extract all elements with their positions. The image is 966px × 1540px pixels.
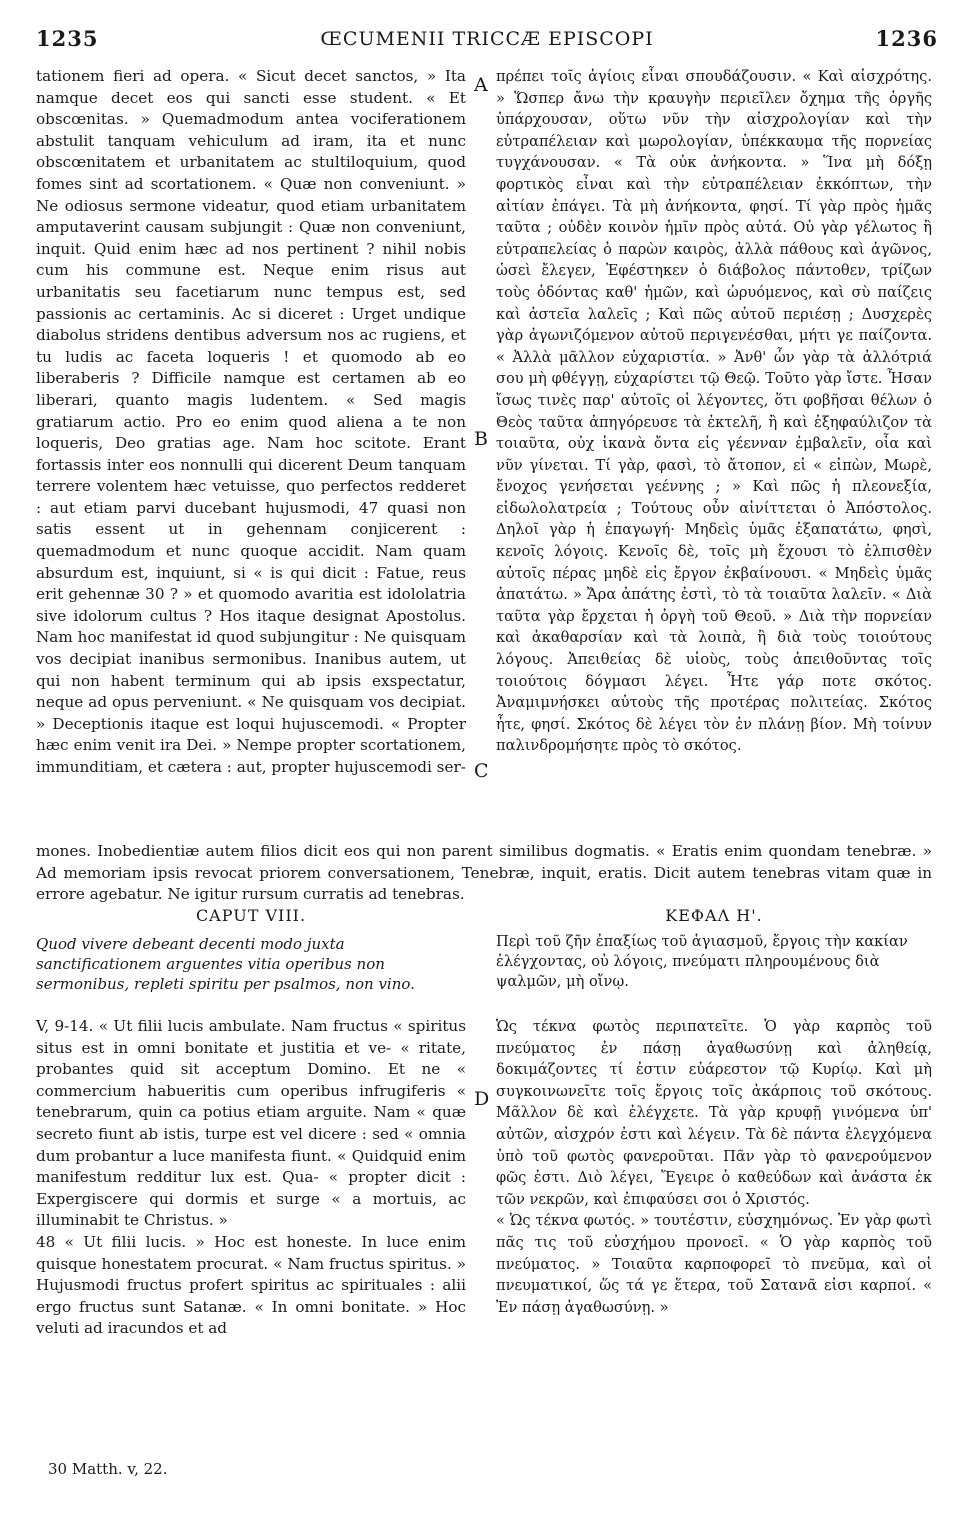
- greek-paragraph: πρέπει τοῖς ἁγίοις εἶναι σπουδάζουσιν. « Καὶ αἰσχρότης. » Ὥσπερ ἄνω τὴν κραυγὴν περιεῖλεν ὄχημα τῆς ὀργῆς ὑπάρχουσαν, οὕτω νῦν τὴν αἰσχρολογίαν καὶ τὴν εὐτραπέλειαν καὶ μωρολογίαν, ὑπέκκαυμα τῆς πορνείας τυγχάνουσαν. « Τὰ οὐκ ἀνήκοντα. » Ἵνα μὴ δόξῃ φορτικὸς εἶναι καὶ τὴν εὐτραπέλειαν ἐκκόπτων, τὴν αἰτίαν ἐπάγει. Τὰ μὴ ἀνήκοντα, φησί. Τί γὰρ πρὸς ἡμᾶς ταῦτα ; οὐδὲν κοινὸν ἡμῖν πρὸς αὐτά. Οὐ γὰρ γέλωτος ἢ εὐτραπελείας ὁ παρὼν καιρὸς, ἀλλὰ πάθους καὶ ἀγῶνος, ὡσεὶ ἔλεγεν, Ἐφέστηκεν ὁ διάβολος πάντοθεν, τρίζων τοὺς ὀδόντας καθ' ἡμῶν, καὶ ὠρυόμενος, καὶ σὺ παίζεις καὶ ἀστεῖα λαλεῖς ; Καὶ πῶς αὐτοῦ περιέσῃ ; Δυσχερὲς γὰρ ἀγωνιζόμενον αὐτοῦ περιγενέσθαι, μήτι γε παίζοντα. « Ἀλλὰ μᾶλλον εὐχαριστία. » Ἀνθ' ὧν γὰρ τὰ ἀλλότριά σου μὴ φθέγγῃ, εὐχαρίστει τῷ Θεῷ. Τοῦτο γὰρ ἴστε. Ἦσαν ἴσως τινὲς παρ' αὐτοῖς οἱ λέγοντες, ὅτι φοβῆσαι θέλων ὁ Θεὸς ταῦτα ἀπηγόρευσε τὰ ἐκτελῆ, ἢ καὶ ἐξηφαύλιζον τὰ τοιαῦτα, οὐχ ἱκανὰ ὄντα εἰς γέενναν ἐμβαλεῖν, οἷα καὶ νῦν γίνεται. Τί γὰρ, φασὶ, τὸ ἄτοπον, εἰ « εἰπὼν, Μωρὲ, ἔνοχος γενήσεται γεέννης ; » Καὶ πῶς ἡ πλεονεξία, εἰδωλολατρεία ; Τούτους οὖν αἰνίττεται ὁ Ἀπόστολος. Δηλοῖ γὰρ ἡ ἐπαγωγή· Μηδεὶς ὑμᾶς ἐξαπατάτω, φησὶ, κενοῖς λόγοις. Κενοῖς δὲ, τοῖς μὴ ἔχουσι τὸ ἐλπισθὲν αὐτοῖς πέρας μηδὲ εἰς ἔργον ἐκβαίνουσι. « Μηδεὶς ὑμᾶς ἀπατάτω. » Ἄρα ἀπάτης ἐστὶ, τὸ τὰ τοιαῦτα λαλεῖν. « Διὰ ταῦτα γὰρ ἔρχεται ἡ ὀργὴ τοῦ Θεοῦ. » Διὰ τὴν πορνείαν καὶ ἀκαθαρσίαν καὶ τὰ λοιπὰ, ἢ διὰ τοὺς τοιούτους λόγους. Ἀπειθείας δὲ υἱοὺς, τοὺς ἀπειθοῦντας τοῖς τοιούτοις δόγμασι λέγει. Ἦτε γάρ ποτε σκότος. Ἀναμιμνήσκει αὐτοὺς τῆς προτέρας πολιτείας. Σκότος ἦτε, φησί. Σκότος δὲ λέγει τὸν ἐν πλάνῃ βίον. Μὴ τοίνυν παλινδρομήσητε πρὸς τὸ σκότος.: [496, 68, 932, 755]
- greek-column-bottom: [496, 1016, 932, 1318]
- running-header: [36, 20, 938, 56]
- latin-column-top: [36, 66, 466, 779]
- latin-paragraph: tationem fieri ad opera. « Sicut decet sanctos, » Ita namque decet eos qui sancti esse student. « Et obscœnitas. » Quemadmodum antea vociferationem abstulit tanquam vehiculum ad iram, ita et nunc obscœnitatem et urbanitatem ac stultiloquium, quod fomes sint ad scortationem. « Quæ non conveniunt. » Ne odiosus sermone videatur, quod etiam urbanitatem amputaverint causam subjungit : Quæ non conveniunt, inquit. Quid enim hæc ad nos pertinent ? nihil nobis cum his commune est. Neque enim risus aut urbanitatis seu facetiarum nunc tempus est, sed passionis ac certaminis. Ac si diceret : Urget undique diabolus stridens dentibus adversum nos ac rugiens, et tu ludis ac faceta loqueris ! et quomodo ab eo liberaberis ? Difficile namque est certamen ab eo liberari, quanto magis ludentem. « Sed magis gratiarum actio. Pro eo enim quod aliena a te non loqueris, Deo gratias age. Nam hoc scitote. Erant fortassis inter eos nonnulli qui dicerent Deum tanquam terrere volentem hæc vetuisse, quo perfectos redderet : aut etiam parvi ducebant hujusmodi, 47 quasi non satis essent ut in gehennam conjicerent : quemadmodum et nunc quoque accidit. Nam quam absurdum est, inquiunt, si « is qui dicit : Fatue, reus erit gehennæ 30 ? » et quomodo avaritia est idololatria sive idolorum cultus ? Hos itaque designat Apostolus. Nam hoc manifestat id quod subjungitur : Ne quisquam vos decipiat inanibus sermonibus. Inanibus autem, ut qui non habent terminum qui ab ipsis exspectatur, neque ad opus perveniunt. « Ne quisquam vos decipiat. » Deceptionis itaque est loqui hujuscemodi. « Propter hæc enim venit ira Dei. » Nempe propter scortationem, immunditiam, et cætera : aut, propter hujuscemodi ser-: [36, 67, 466, 776]
- latin-column-bottom: [36, 1016, 466, 1340]
- greek-paragraph: Ὡς τέκνα φωτὸς περιπατεῖτε. Ὁ γὰρ καρπὸς τοῦ πνεύματος ἐν πάσῃ ἀγαθωσύνῃ καὶ ἀληθείᾳ, δοκιμάζοντες τί ἐστιν εὐάρεστον τῷ Κυρίῳ. Καὶ μὴ συγκοινωνεῖτε τοῖς ἔργοις τοῖς ἀκάρποις τοῦ σκότους. Μᾶλλον δὲ καὶ ἐλέγχετε. Τὰ γὰρ κρυφῇ γινόμενα ὑπ' αὐτῶν, αἰσχρόν ἐστι καὶ λέγειν. Τὰ δὲ πάντα ἐλεγχόμενα ὑπὸ τοῦ φωτὸς φανεροῦται. Πᾶν γὰρ τὸ φανερούμενον φῶς ἐστι. Διὸ λέγει, Ἔγειρε ὁ καθεύδων καὶ ἀνάστα ἐκ τῶν νεκρῶν, καὶ ἐπιφαύσει σοι ὁ Χριστός.: [496, 1018, 932, 1208]
- chapter-heading-latin: CAPUT VIII.: [195, 906, 307, 925]
- latin-paragraph: 48 « Ut filii lucis. » Hoc est honeste. In luce enim quisque honestatem procurat. « Nam fructus spiritus. » Hujusmodi fructus profert spiritus ac spirituales : alii ergo fructus sunt Satanæ. « In omni bonitate. » Hoc veluti ad iracundos et ad: [36, 1232, 466, 1338]
- margin-letter-c: C: [474, 760, 489, 782]
- right-page-number: 1236: [875, 26, 938, 51]
- left-page-number: 1235: [36, 26, 99, 51]
- margin-letter-b: B: [474, 428, 488, 450]
- margin-letter-d: D: [474, 1088, 490, 1110]
- margin-letter-a: A: [474, 74, 488, 96]
- latin-paragraph: V, 9-14. « Ut filii lucis ambulate. Nam fructus « spiritus situs est in omni bonitate et justitia et ve- « ritate, probantes quid sit acceptum Domino. Et ne « commercium habueritis cum operibus infrugiferis « tenebrarum, quin ca potius etiam arguite. Nam « quæ secreto fiunt ab istis, turpe est vel dicere : sed « omnia dum probantur a luce manifesta fiunt. « Quidquid enim manifestum redditur lux est. Qua- « propter dicit : Expergiscere qui dormis et surge « a mortuis, ac illuminabit te Christus. »: [36, 1017, 466, 1230]
- chapter-heading-greek: ΚΕΦΑΛ Η'.: [665, 906, 763, 925]
- greek-paragraph: « Ὡς τέκνα φωτός. » τουτέστιν, εὐσχημόνως. Ἐν γὰρ φωτὶ πᾶς τις τοῦ εὐσχήμου προνοεῖ. « Ὁ γὰρ καρπὸς τοῦ πνεύματος. » Τοιαῦτα καρποφορεῖ τὸ πνεῦμα, καὶ οἱ πνευματικοί, ὥς τά γε ἕτερα, τοῦ Σατανᾶ εἰσι καρποί. « Ἐν πάσῃ ἀγαθωσύνῃ. »: [496, 1212, 932, 1316]
- greek-column-top: [496, 66, 932, 757]
- footnote: 30 Matth. v, 22.: [48, 1460, 168, 1478]
- chapter-summary-greek: Περὶ τοῦ ζῆν ἐπαξίως τοῦ ἁγιασμοῦ, ἔργοις τὴν κακίαν ἐλέγχοντας, οὐ λόγοις, πνεύματι πληρουμένους διὰ ψαλμῶν, μὴ οἴνῳ.: [496, 933, 908, 990]
- chapter-summary-latin: Quod vivere debeant decenti modo juxta sanctificationem arguentes vitia operibus non sermonibus, repleti spiritu per psalmos, non vino.: [36, 935, 415, 993]
- running-title: ŒCUMENII TRICCÆ EPISCOPI: [320, 28, 654, 50]
- full-width-paragraph: mones. Inobedientiæ autem filios dicit eos qui non parent similibus dogmatis. « Eratis enim quondam tenebræ. » Ad memoriam ipsis revocat priorem conversationem, Tenebræ, inquit, eratis. Dicit autem tenebras vitam quæ in errore agebatur. Ne igitur rursum curratis ad tenebras.: [36, 842, 932, 904]
